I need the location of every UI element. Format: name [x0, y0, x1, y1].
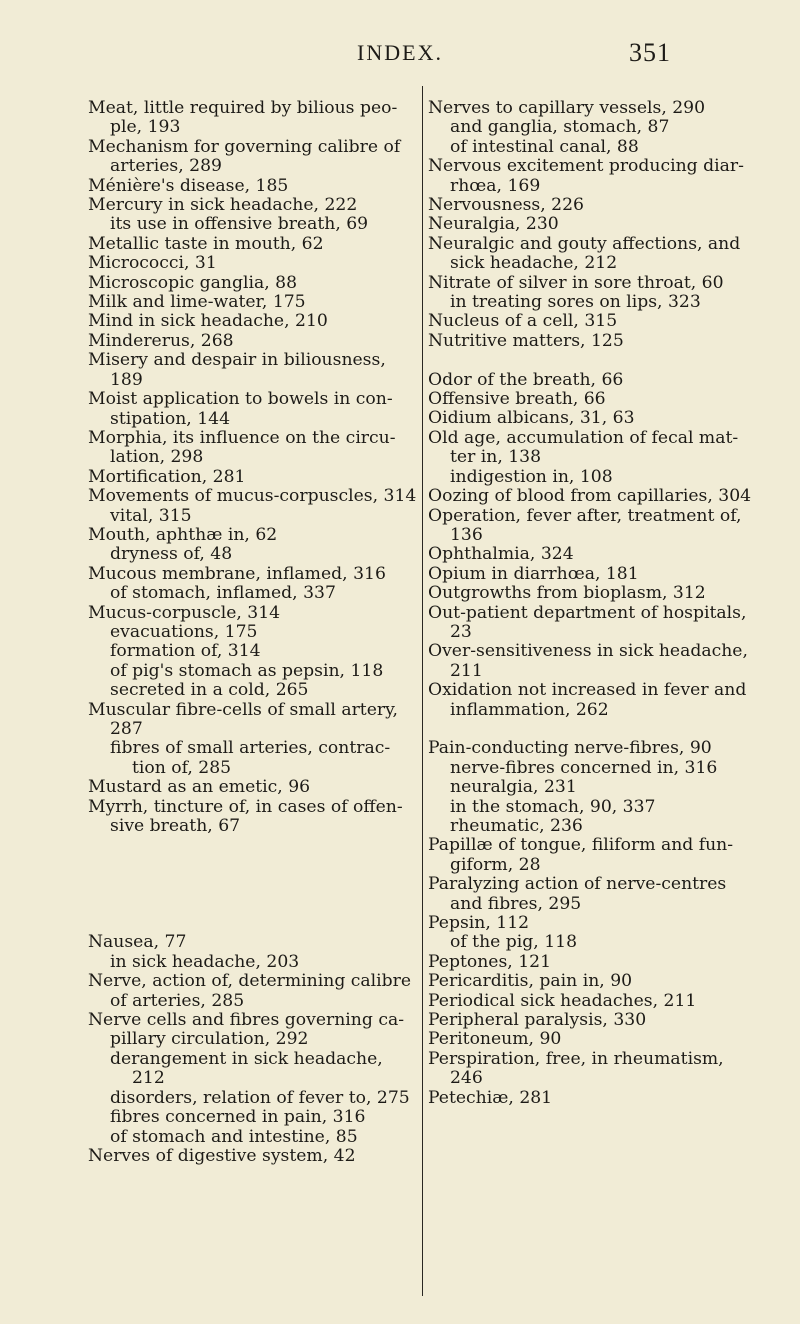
index-entry: Mustard as an emetic, 96 — [88, 777, 311, 798]
index-entry: Mechanism for governing calibre of arteries, 289 — [88, 136, 401, 177]
index-entry: Paralyzing action of nerve-centres and fibres, 295 — [428, 874, 727, 914]
index-subentry: of stomach and intestine, 85 — [110, 1126, 358, 1147]
index-entry: Nitrate of silver in sore throat, 60 — [428, 272, 724, 293]
index-subentry: secreted in a cold, 265 — [110, 680, 309, 701]
index-subentry: fibres of small arteries, contrac-tion of, 285 — [110, 738, 391, 778]
index-subentry: fibres concerned in pain, 316 — [110, 1107, 366, 1128]
index-entry: Moist application to bowels in con-stipation, 144 — [88, 389, 393, 429]
index-entry: Neuralgia, 230 — [428, 214, 559, 235]
index-entry: Petechiæ, 281 — [428, 1087, 553, 1108]
index-entry: Mind in sick headache, 210 — [88, 311, 328, 332]
index-entry: Metallic taste in mouth, 62 — [88, 233, 324, 254]
index-entry: Micrococci, 31 — [88, 253, 217, 274]
index-entry: Mouth, aphthæ in, 62 — [88, 524, 278, 545]
section-gap — [428, 351, 760, 370]
index-subentry: rheumatic, 236 — [450, 816, 583, 836]
index-entry: Neuralgic and gouty affections, and sick headache, 212 — [428, 233, 741, 274]
section-gap — [428, 720, 760, 739]
index-entry: Nausea, 77 — [88, 932, 187, 953]
index-entry: Misery and despair in biliousness, 189 — [88, 350, 386, 390]
section-gap — [88, 836, 420, 933]
index-entry: Peritoneum, 90 — [428, 1029, 562, 1050]
index-entry: Mucus-corpuscle, 314 — [88, 602, 281, 623]
index-entry: Perspiration, free, in rheumatism, 246 — [428, 1048, 724, 1089]
index-subentry: in sick headache, 203 — [110, 951, 300, 972]
index-column-right — [428, 99, 760, 1108]
index-entry: Mortification, 281 — [88, 466, 246, 487]
index-entry: Oidium albicans, 31, 63 — [428, 408, 635, 429]
index-subentry: of pig's stomach as pepsin, 118 — [110, 660, 384, 681]
index-subentry: of stomach, inflamed, 337 — [110, 583, 336, 604]
index-entry: Milk and lime-water, 175 — [88, 292, 306, 313]
index-subentry: disorders, relation of fever to, 275 — [110, 1087, 410, 1108]
index-entry: Morphia, its influence on the circu-lation, 298 — [88, 427, 396, 468]
index-column-left — [88, 99, 420, 1166]
index-entry: Movements of mucus-corpuscles, 314 — [88, 486, 417, 507]
index-entry: Nervousness, 226 — [428, 195, 584, 216]
index-entry: Old age, accumulation of fecal mat-ter in, 138 — [428, 427, 739, 468]
index-subentry: of intestinal canal, 88 — [450, 136, 639, 157]
index-subentry: of the pig, 118 — [450, 932, 578, 953]
index-entry: Odor of the breath, 66 — [428, 369, 624, 390]
index-entry: Nerve cells and fibres governing ca-pillary circulation, 292 — [88, 1010, 404, 1050]
index-subentry: dryness of, 48 — [110, 544, 233, 565]
index-entry: Myrrh, tincture of, in cases of offen-sive breath, 67 — [88, 796, 403, 837]
index-subentry: indigestion in, 108 — [450, 466, 613, 487]
running-title: INDEX. — [357, 40, 443, 65]
index-entry: Oozing of blood from capillaries, 304 — [428, 486, 752, 507]
index-entry: Opium in diarrhœa, 181 — [428, 563, 639, 584]
index-entry: Nerves to capillary vessels, 290 — [428, 98, 706, 118]
index-entry: Periodical sick headaches, 211 — [428, 990, 697, 1011]
index-subentry: derangement in sick headache, 212 — [110, 1048, 383, 1089]
page-header — [0, 32, 800, 72]
index-entry: Out-patient department of hospitals, 23 — [428, 602, 747, 642]
index-entry: Peripheral paralysis, 330 — [428, 1010, 647, 1031]
index-entry: Pericarditis, pain in, 90 — [428, 971, 633, 992]
index-entry: Nutritive matters, 125 — [428, 330, 624, 351]
index-entry: Microscopic ganglia, 88 — [88, 272, 298, 293]
index-subentry: evacuations, 175 — [110, 621, 258, 642]
index-entry: Ophthalmia, 324 — [428, 544, 574, 565]
index-entry: Meat, little required by bilious peo-ple, 193 — [88, 98, 398, 138]
index-entry: Oxidation not increased in fever and inflammation, 262 — [428, 680, 747, 720]
index-entry: Muscular fibre-cells of small artery, 287 — [88, 699, 398, 739]
index-entry: Offensive breath, 66 — [428, 389, 606, 410]
index-subentry: its use in offensive breath, 69 — [110, 214, 369, 235]
index-entry: Pepsin, 112 — [428, 913, 530, 934]
index-entry: Nerves of digestive system, 42 — [88, 1145, 356, 1166]
index-subentry: nerve-fibres concerned in, 316 — [450, 757, 718, 778]
index-entry: Nucleus of a cell, 315 — [428, 311, 618, 332]
index-entry: Over-sensitiveness in sick headache, 211 — [428, 641, 748, 681]
index-entry: Operation, fever after, treatment of, 136 — [428, 505, 742, 545]
index-entry: Outgrowths from bioplasm, 312 — [428, 583, 706, 604]
index-subentry: neuralgia, 231 — [450, 777, 577, 798]
index-entry: Nerve, action of, determining calibre of arteries, 285 — [88, 971, 412, 1011]
page-number: 351 — [629, 38, 671, 67]
index-entry: Mercury in sick headache, 222 — [88, 195, 358, 216]
column-divider — [422, 86, 423, 1296]
index-entry: Mucous membrane, inflamed, 316 — [88, 563, 386, 584]
index-entry: Pain-conducting nerve-fibres, 90 — [428, 738, 712, 759]
index-subentry: in treating sores on lips, 323 — [450, 292, 701, 313]
index-entry: Nervous excitement producing diar-rhœa, 169 — [428, 156, 744, 196]
index-subentry: in the stomach, 90, 337 — [450, 796, 656, 817]
index-subentry: vital, 315 — [110, 505, 192, 526]
index-entry: Ménière's disease, 185 — [88, 175, 289, 196]
index-entry: Papillæ of tongue, filiform and fun-giform, 28 — [428, 835, 734, 875]
index-subentry: formation of, 314 — [110, 641, 261, 662]
index-subentry: and ganglia, stomach, 87 — [450, 117, 670, 138]
index-entry: Mindererus, 268 — [88, 330, 234, 351]
index-entry: Peptones, 121 — [428, 951, 552, 972]
